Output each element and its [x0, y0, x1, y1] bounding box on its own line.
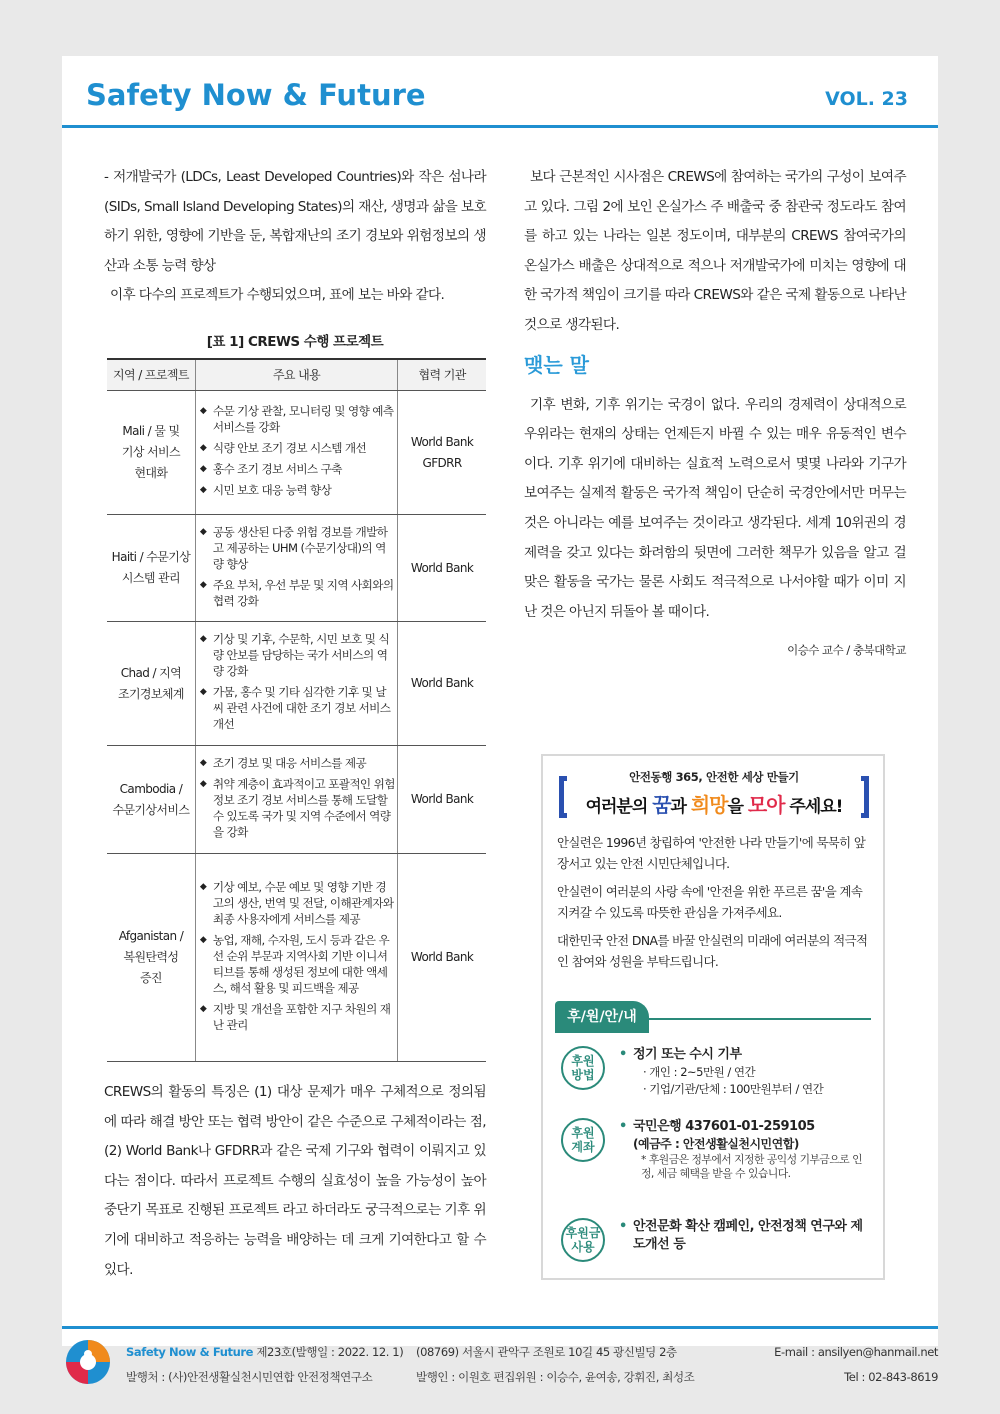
usage-circle-badge: 후원금 사용	[561, 1218, 605, 1262]
method-line: · 기업/기관/단체 : 100만원부터 / 연간	[643, 1082, 824, 1096]
list-item: ◆ 시민 보호 대응 능력 향상	[200, 482, 395, 498]
region-cell: Mali / 물 및 기상 서비스 현대화	[107, 391, 195, 515]
table-header-row	[107, 359, 486, 391]
region-cell: Cambodia / 수문기상서비스	[107, 746, 195, 854]
projects-intro: 이후 다수의 프로젝트가 수행되었으며, 표에 보는 바와 같다.	[110, 287, 445, 304]
conclusion-paragraph: 기후 변화, 기후 위기는 국경이 없다. 우리의 경제력이 상대적으로 우위라는 현재의 상태는 언제든지 바뀔 수 있는 매우 유동적인 변수이다. 기후 위기에 대비하는 실효적 노력으로서 몇몇 나라와 기구가 보여주는 실제적 활동은 국가적 책임이 단순히 국경안에서만 머무는 것은 아니라는 예를 보여주는 것이라고 생각된다. 세계 10위권의 경제력을 갖고 있다는 화려함의 뒷면에 그러한 책무가 있음을 알고 걸맞은 활동을 국가는 물론 사회도 적극적으로 나서야할 때가 이미 지난 것은 아닌지 뒤돌아 볼 때이다.	[524, 396, 906, 620]
partner-cell: World Bank	[398, 854, 486, 1062]
intro-paragraph: - 저개발국가 (LDCs, Least Developed Countries)와 작은 섬나라 (SIDs, Small Island Developing States)의 재산, 생명과 삶을 보호하기 위한, 영향에 기반을 둔, 복합재난의 조기 경보와 위험정보의 생산과 소통 능력 향상	[104, 169, 486, 274]
list-item: ◆ 주요 부처, 우선 부문 및 지역 사회와의 협력 강화	[200, 577, 395, 609]
footer-people: 발행인 : 이원호 편집위원 : 이승수, 윤여송, 강휘진, 최성조	[416, 1370, 695, 1384]
list-item: ◆ 식량 안보 조기 경보 시스템 개선	[200, 440, 395, 456]
table-row	[107, 622, 486, 746]
list-item: ◆ 가뭄, 홍수 및 기타 심각한 기후 및 날씨 관련 사건에 대한 조기 경보 서비스 개선	[200, 684, 395, 732]
right-column	[524, 163, 906, 659]
org-logo-icon	[64, 1338, 112, 1386]
banner-subtitle: 안전동행 365, 안전한 세상 만들기	[629, 770, 799, 784]
table-row	[107, 515, 486, 622]
donation-banner	[559, 769, 869, 817]
partner-cell: World Bank	[398, 746, 486, 854]
method-circle-badge: 후원 방법	[561, 1046, 605, 1090]
partner-cell: World Bank GFDRR	[398, 391, 486, 515]
list-item: ◆ 조기 경보 및 대응 서비스를 제공	[200, 755, 395, 771]
region-cell: Haiti / 수문기상 시스템 관리	[107, 515, 195, 622]
method-main: • 정기 또는 수시 기부	[619, 1046, 871, 1064]
list-item: ◆ 기상 예보, 수문 예보 및 영향 기반 경고의 생산, 번역 및 전달, 이해관계자와 최종 사용자에게 서비스를 제공	[200, 879, 395, 927]
footer-divider	[62, 1326, 938, 1329]
table-row	[107, 746, 486, 854]
content-cell	[195, 391, 397, 515]
region-cell: Chad / 지역 조기경보체계	[107, 622, 195, 746]
tab-divider	[645, 1018, 871, 1020]
partner-cell: World Bank	[398, 622, 486, 746]
header-region: 지역 / 프로젝트	[107, 359, 195, 391]
donation-intro	[557, 832, 873, 979]
partner-cell: World Bank	[398, 515, 486, 622]
table-title: [표 1] CREWS 수행 프로젝트	[206, 334, 384, 350]
footer-tel: Tel : 02-843-8619	[844, 1370, 938, 1384]
footer-email: E-mail : ansilyen@hanmail.net	[774, 1345, 938, 1359]
crews-features-paragraph: CREWS의 활동의 특징은 (1) 대상 문제가 매우 구체적으로 정의됨에 따라 해결 방안 또는 협력 방안이 같은 수준으로 구체적이라는 점, (2) World Bank나 GFDRR과 같은 국제 기구와 협력이 이뤄지고 있다는 점이다. 따라서 프로젝트 수행의 실효성이 높을 가능성이 높아 중단기 목표로 진행된 프로젝트 라고 하더라도 궁극적으로는 기후 위기에 대비하고 적응하는 능력을 배양하는 데 크게 기여한다고 할 수 있다.	[104, 1084, 486, 1278]
volume-label: VOL. 23	[825, 88, 908, 110]
list-item: ◆ 기상 및 기후, 수문학, 시민 보호 및 식량 안보를 담당하는 국가 서비스의 역량 강화	[200, 631, 395, 679]
banner-slogan: 여러분의 꿈과 희망을 모아 주세요!	[585, 793, 843, 817]
content-cell	[195, 515, 397, 622]
donation-box	[541, 754, 885, 1280]
footer-issue: Safety Now & Future 제23호(발행일 : 2022. 12. 1)	[126, 1345, 404, 1359]
region-cell: Afganistan / 복원탄력성 증진	[107, 854, 195, 1062]
header-divider	[62, 125, 938, 128]
content-cell	[195, 854, 397, 1062]
usage-text: • 안전문화 확산 캠페인, 안전정책 연구와 제도개선 등	[619, 1218, 871, 1254]
list-item: ◆ 지방 및 개선을 포함한 지구 차원의 재난 관리	[200, 1001, 395, 1033]
list-item: ◆ 홍수 조기 경보 서비스 구축	[200, 461, 395, 477]
intro-line: 안실련이 여러분의 사랑 속에 '안전을 위한 푸르른 꿈'을 계속 지켜갈 수 있도록 따뜻한 관심을 가져주세요.	[557, 884, 863, 920]
list-item: ◆ 공동 생산된 다중 위험 경보를 개발하고 제공하는 UHM (수문기상대)의 역량 향상	[200, 524, 395, 572]
account-number: • 국민은행 437601-01-259105	[619, 1118, 871, 1136]
table-row	[107, 854, 486, 1062]
content-cell	[195, 746, 397, 854]
left-column-bottom	[104, 1078, 486, 1285]
method-line: · 개인 : 2~5만원 / 연간	[643, 1065, 756, 1079]
crews-projects-table	[107, 358, 486, 1062]
footer-address: (08769) 서울시 관악구 조원로 10길 45 광신빌딩 2층	[416, 1345, 677, 1359]
newsletter-title: Safety Now & Future	[86, 78, 426, 112]
intro-line: 안실련은 1996년 창립하여 '안전한 나라 만들기'에 묵묵히 앞장서고 있는 안전 시민단체입니다.	[557, 835, 866, 871]
list-item: ◆ 농업, 재해, 수자원, 도시 등과 같은 우선 순위 부문과 지역사회 기반 이니셔티브를 통해 생성된 정보에 대한 액세스, 해석 활용 및 피드백을 제공	[200, 932, 395, 996]
header-partner: 협력 기관	[398, 359, 486, 391]
content-cell	[195, 622, 397, 746]
implication-paragraph: 보다 근본적인 시사점은 CREWS에 참여하는 국가의 구성이 보여주고 있다. 그림 2에 보인 온실가스 주 배출국 중 참관국 정도라도 참여를 하고 있는 나라는 일본 정도이며, 대부분의 CREWS 참여국가의 온실가스 배출은 상대적으로 적으나 저개발국가에 미치는 영향에 대한 국가적 책임이 크기를 따라 CREWS와 같은 국제 활동으로 나타난 것으로 생각된다.	[524, 169, 906, 333]
table-row	[107, 391, 486, 515]
author-credit: 이승수 교수 / 충북대학교	[787, 643, 906, 658]
tax-note: * 후원금은 정부에서 지정한 공익성 기부금으로 인정, 세금 혜택을 받을 수 있습니다.	[641, 1153, 863, 1180]
intro-line: 대한민국 안전 DNA를 바꿀 안실련의 미래에 여러분의 적극적인 참여와 성원을 부탁드립니다.	[557, 933, 868, 969]
account-holder: (예금주 : 안전생활실천시민연합)	[633, 1137, 799, 1151]
left-column	[104, 163, 486, 311]
header-content: 주요 내용	[195, 359, 397, 391]
footer-publisher: 발행처 : (사)안전생활실천시민연합 안전정책연구소	[126, 1370, 373, 1384]
donation-guide-tab: 후/원/안/내	[555, 1001, 649, 1033]
list-item: ◆ 취약 계층이 효과적이고 포괄적인 위험 정보 조기 경보 서비스를 통해 도달할 수 있도록 국가 및 지역 수준에서 역량을 강화	[200, 776, 395, 840]
list-item: ◆ 수문 기상 관찰, 모니터링 및 영향 예측 서비스를 강화	[200, 403, 395, 435]
account-circle-badge: 후원 계좌	[561, 1118, 605, 1162]
section-heading: 맺는 말	[524, 352, 589, 377]
